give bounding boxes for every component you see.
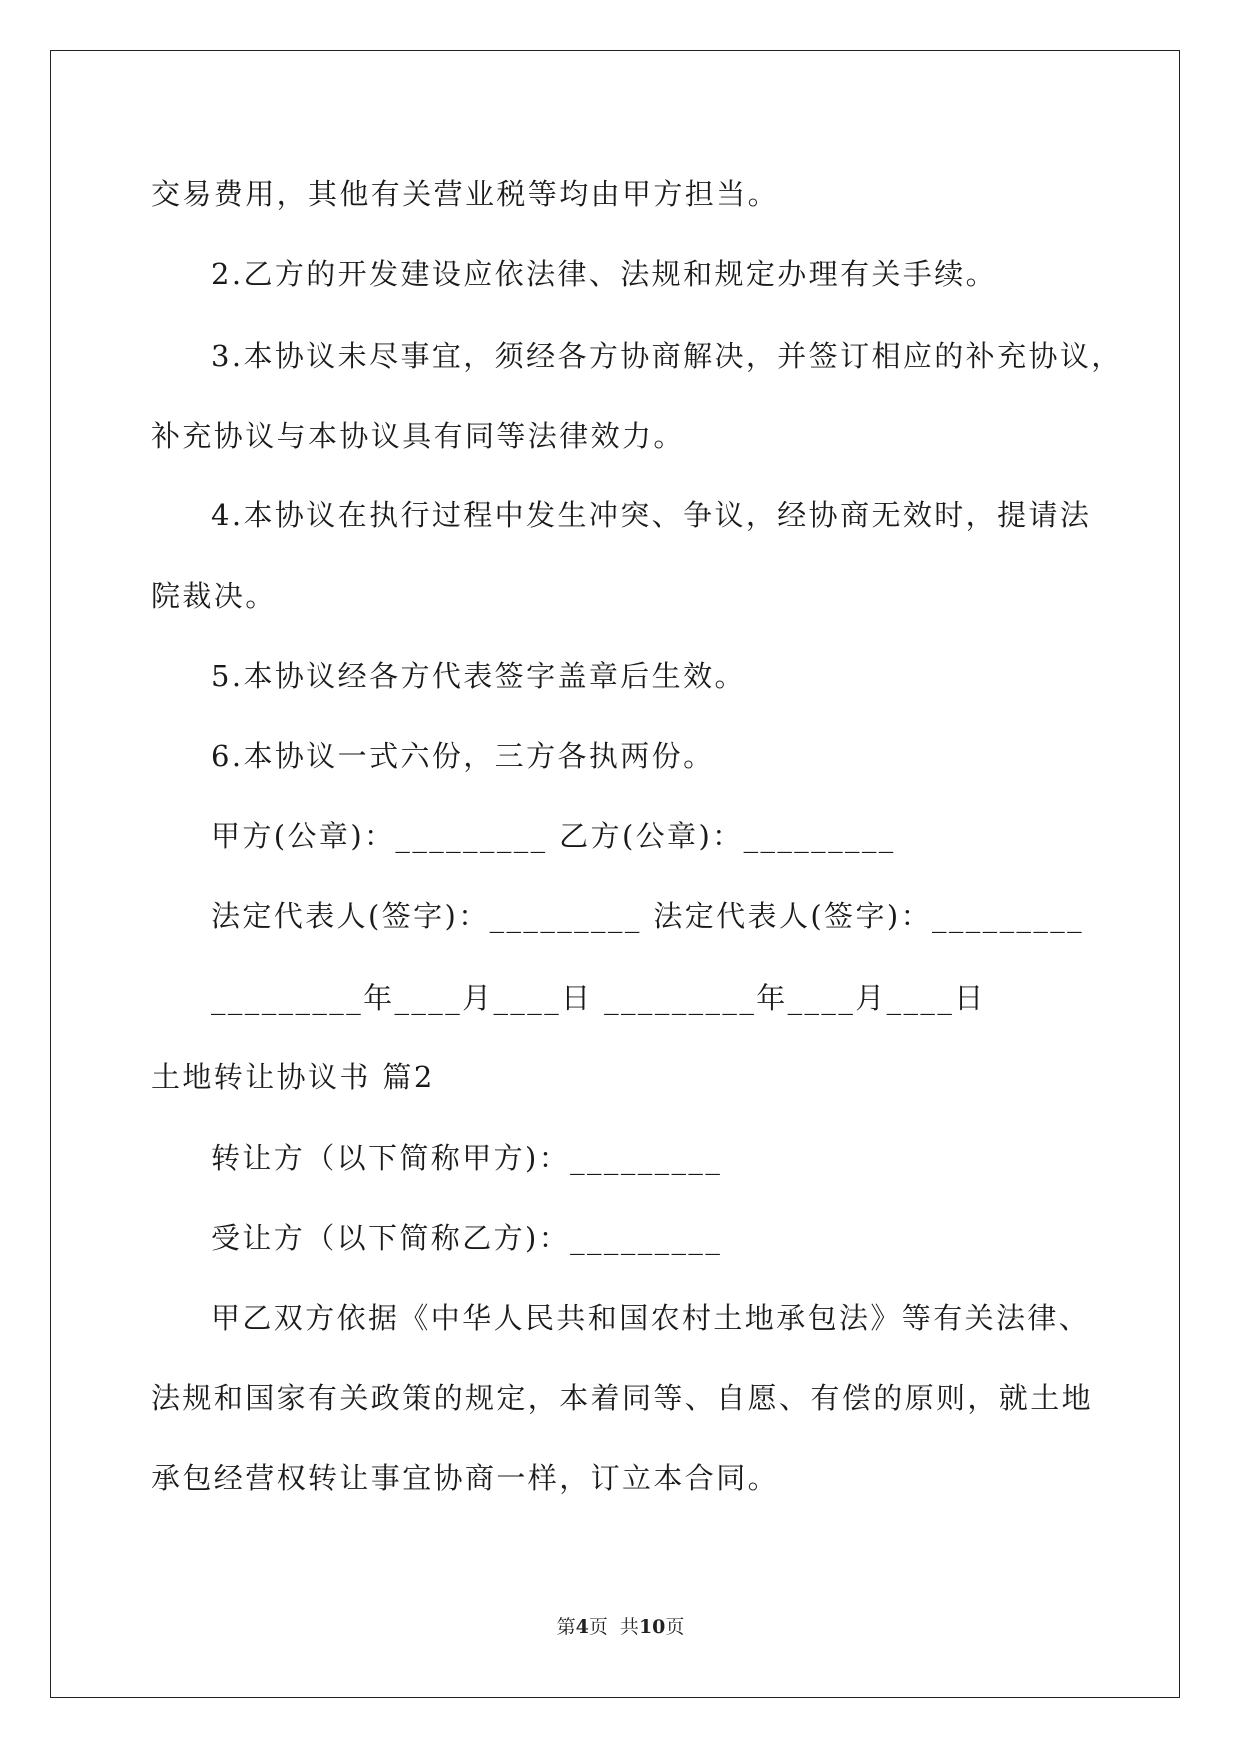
body-line: 法规和国家有关政策的规定，本着同等、自愿、有偿的原则，就土地 xyxy=(151,1381,1094,1415)
body-line: 交易费用，其他有关营业税等均由甲方担当。 xyxy=(151,177,780,211)
section-title: 土地转让协议书 篇2 xyxy=(151,1060,435,1094)
footer-prefix: 第 xyxy=(556,1616,576,1638)
page-border xyxy=(50,50,1180,1698)
body-line: 承包经营权转让事宜协商一样，订立本合同。 xyxy=(151,1461,780,1495)
body-line: 院裁决。 xyxy=(151,579,277,613)
body-line: 补充协议与本协议具有同等法律效力。 xyxy=(151,419,685,453)
seal-line: 甲方(公章)：_________ 乙方(公章)：_________ xyxy=(211,819,896,853)
footer-suffix: 页 xyxy=(665,1616,685,1638)
signature-line: 法定代表人(签字)：_________ 法定代表人(签字)：_________ xyxy=(211,899,1085,933)
clause-3: 3.本协议未尽事宜，须经各方协商解决，并签订相应的补充协议， xyxy=(211,339,1123,373)
current-page-number: 4 xyxy=(575,1616,589,1638)
intro-paragraph: 甲乙双方依据《中华人民共和国农村土地承包法》等有关法律、 xyxy=(211,1301,1091,1335)
total-page-number: 10 xyxy=(638,1616,666,1638)
page-footer xyxy=(0,1615,1241,1639)
clause-2: 2.乙方的开发建设应依法律、法规和规定办理有关手续。 xyxy=(211,257,998,291)
clause-4: 4.本协议在执行过程中发生冲突、争议，经协商无效时，提请法 xyxy=(211,498,1092,532)
date-line: _________年____月____日 _________年____月____日 xyxy=(211,981,986,1015)
transferee-line: 受让方（以下简称乙方)：_________ xyxy=(211,1221,723,1255)
footer-mid: 页 共 xyxy=(588,1616,639,1638)
transferor-line: 转让方（以下简称甲方)：_________ xyxy=(211,1141,723,1175)
clause-5: 5.本协议经各方代表签字盖章后生效。 xyxy=(211,659,746,693)
clause-6: 6.本协议一式六份，三方各执两份。 xyxy=(211,739,715,773)
